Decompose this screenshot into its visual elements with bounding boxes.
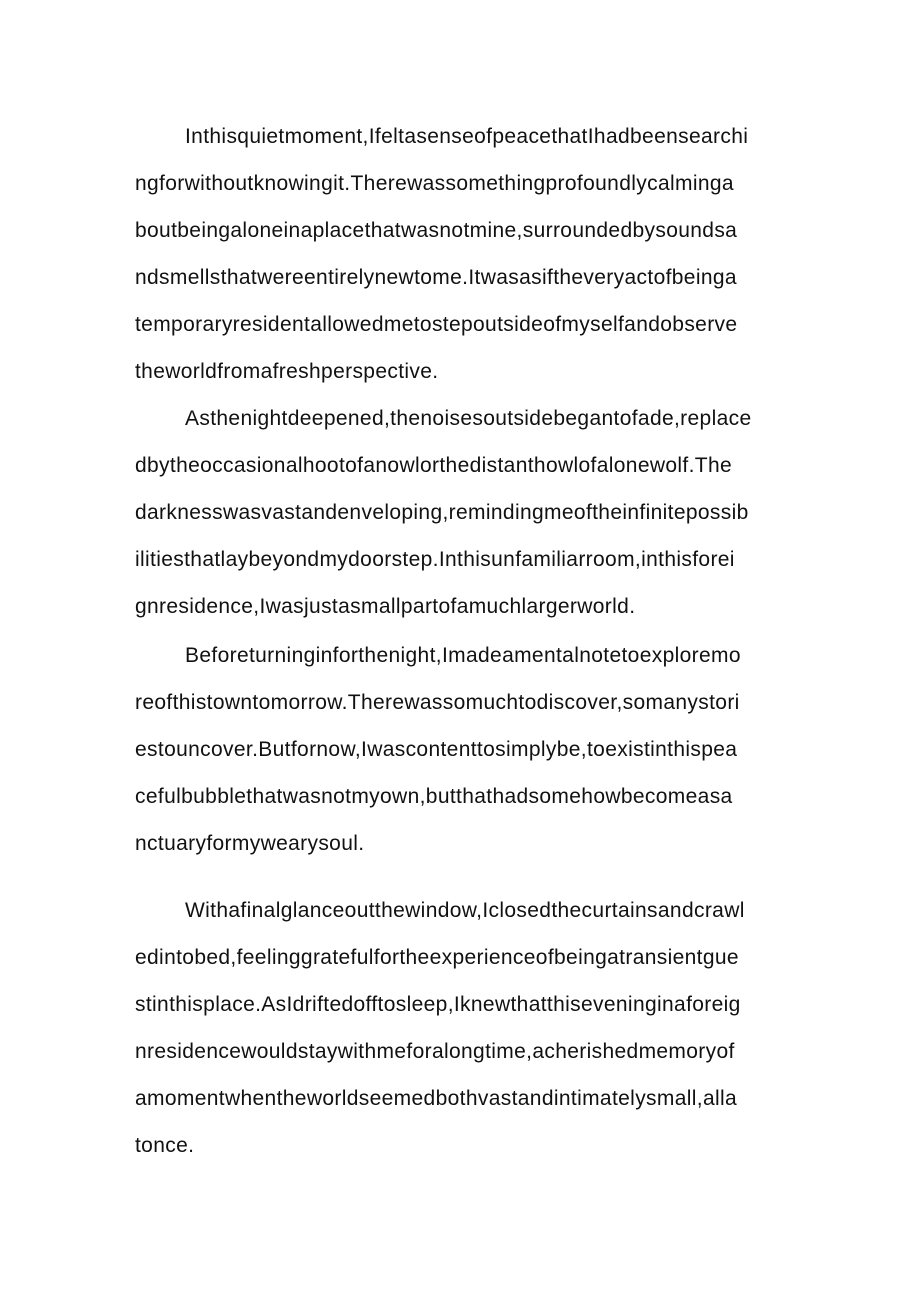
paragraph-line: ngforwithoutknowingit.Therewassomethingprofoundlycalminga bbox=[135, 172, 734, 195]
paragraph-line: nctuaryformywearysoul. bbox=[135, 832, 365, 855]
paragraph-line: estouncover.Butfornow,Iwascontenttosimplybe,toexistinthispea bbox=[135, 738, 738, 761]
paragraph-line: darknesswasvastandenveloping,remindingmeoftheinfinitepossib bbox=[135, 501, 749, 524]
paragraph-line: theworldfromafreshperspective. bbox=[135, 360, 439, 383]
paragraph-line: temporaryresidentallowedmetostepoutsideofmyselfandobserve bbox=[135, 313, 738, 336]
paragraph-line: cefulbubblethatwasnotmyown,butthathadsomehowbecomeasa bbox=[135, 785, 733, 808]
paragraph-line: Beforeturninginforthenight,Imadeamentalnotetoexploremo bbox=[185, 644, 741, 667]
paragraph-line: dbytheoccasionalhootofanowlorthedistanthowlofalonewolf.The bbox=[135, 454, 733, 477]
paragraph-line: ndsmellsthatwereentirelynewtome.Itwasasiftheveryactofbeinga bbox=[135, 266, 737, 289]
paragraph-line: tonce. bbox=[135, 1134, 195, 1157]
paragraph-line: Asthenightdeepened,thenoisesoutsidebegantofade,replace bbox=[185, 407, 752, 430]
paragraph-line: gnresidence,Iwasjustasmallpartofamuchlargerworld. bbox=[135, 595, 636, 618]
paragraph-line: ilitiesthatlaybeyondmydoorstep.Inthisunfamiliarroom,inthisforei bbox=[135, 548, 735, 571]
paragraph-line: nresidencewouldstaywithmeforalongtime,acherishedmemoryof bbox=[135, 1040, 735, 1063]
paragraph-line: amomentwhentheworldseemedbothvastandintimatelysmall,alla bbox=[135, 1087, 738, 1110]
paragraph-line: Inthisquietmoment,IfeltasenseofpeacethatIhadbeensearchi bbox=[185, 125, 749, 148]
paragraph-line: boutbeingaloneinaplacethatwasnotmine,surroundedbysoundsa bbox=[135, 219, 738, 242]
paragraph-line: edintobed,feelinggratefulfortheexperienceofbeingatransientgue bbox=[135, 946, 739, 969]
paragraph-line: stinthisplace.AsIdriftedofftosleep,Iknewthatthiseveninginaforeig bbox=[135, 993, 741, 1016]
paragraph-line: reofthistowntomorrow.Therewassomuchtodiscover,somanystori bbox=[135, 691, 740, 714]
paragraph-line: Withafinalglanceoutthewindow,Iclosedthecurtainsandcrawl bbox=[185, 899, 745, 922]
